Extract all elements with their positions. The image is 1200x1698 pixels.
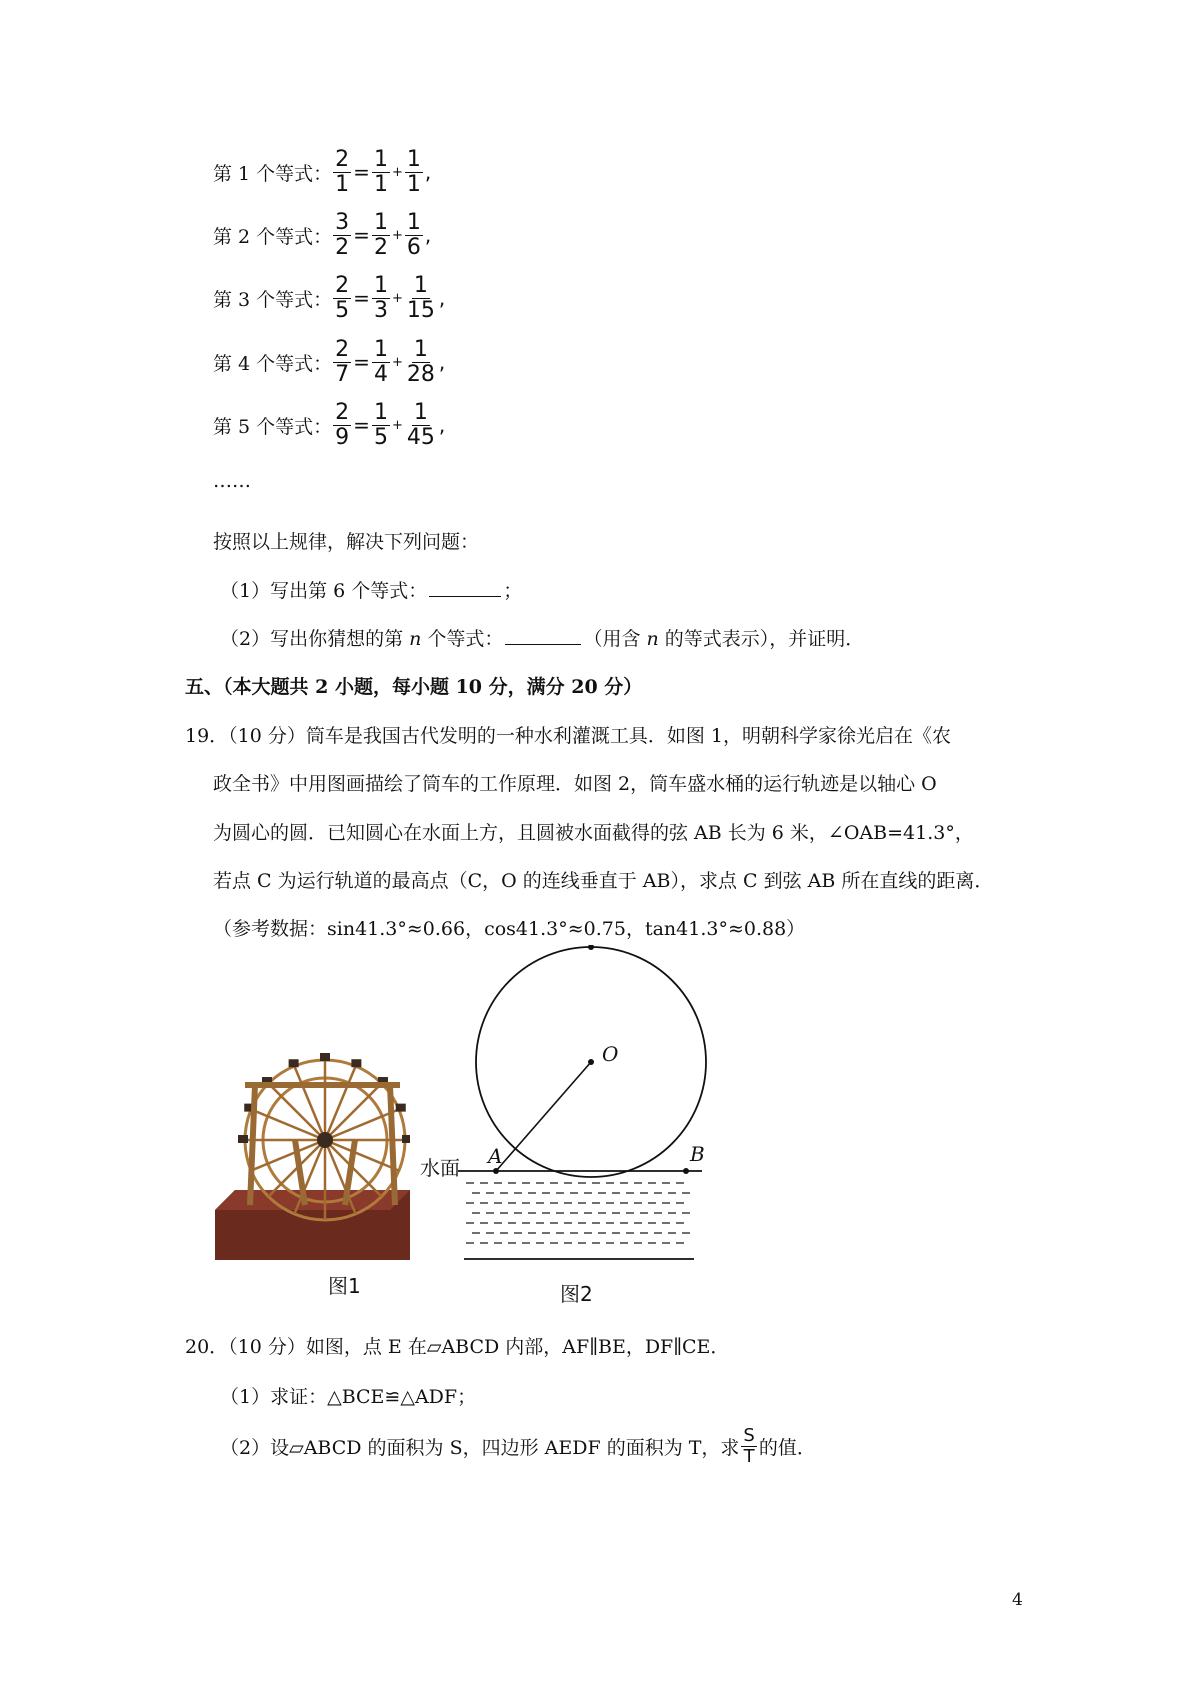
figure-2-diagram [420,945,740,1265]
plus-sign: + [391,354,403,370]
fraction: $\frac{1}{28}$ [406,336,435,387]
comma: , [424,160,432,184]
q19-line3: 为圆心的圆．已知圆心在水面上方，且圆被水面截得的弦 AB 长为 6 米，∠OAB=41.3°， [213,822,974,844]
section-heading: 五、（本大题共 2 小题，每小题 10 分，满分 20 分） [185,676,643,698]
plus-sign: + [391,164,403,180]
equation-label: 第 4 个等式： [213,352,333,375]
label-o: O [602,1042,619,1066]
equation-row [213,145,432,199]
figure-1-water-wheel [215,1045,410,1260]
answer-blank-2[interactable] [505,626,581,645]
water-hatching [466,1183,690,1243]
label-a: A [488,1144,503,1168]
equals-sign: = [353,160,370,184]
equation-row [213,208,432,262]
equals-sign: = [353,413,370,437]
point-c [588,945,594,950]
equation-row [213,271,446,325]
question-18-1: （1）写出第 6 个等式： ； [220,580,523,602]
label-b: B [690,1142,705,1166]
comma: , [424,223,432,247]
answer-blank-1[interactable] [429,578,501,597]
fraction: $\frac{1}{45}$ [406,399,435,450]
question-18-2: （2）写出你猜想的第 n 个等式： （用含 n 的等式表示），并证明． [220,628,865,650]
fraction: $\frac{1}{3}$ [373,272,388,323]
comma: , [438,413,446,437]
ellipsis: …… [213,470,251,492]
instruction: 按照以上规律，解决下列问题： [213,531,480,553]
comma: , [438,350,446,374]
q19-line4: 若点 C 为运行轨道的最高点（C，O 的连线垂直于 AB），求点 C 到弦 AB 所在直线的距离． [213,870,994,892]
equation-label: 第 3 个等式： [213,288,333,311]
equation-label: 第 2 个等式： [213,225,333,248]
fraction: $\frac{2}{9}$ [335,399,350,450]
q20-line3: （2）设▱ABCD 的面积为 S，四边形 AEDF 的面积为 T，求 $\frac{S}{T}$ 的值． [220,1425,816,1467]
equals-sign: = [353,223,370,247]
q20-line2: （1）求证：△BCE≌△ADF； [220,1386,477,1408]
fraction: $\frac{2}{7}$ [335,336,350,387]
plus-sign: + [391,227,403,243]
fraction: $\frac{1}{6}$ [406,209,421,260]
equals-sign: = [353,286,370,310]
q19-line5: （参考数据：sin41.3°≈0.66，cos41.3°≈0.75，tan41.3°≈0.88） [213,918,806,940]
page-number: 4 [1012,1590,1023,1610]
point-o [588,1059,594,1065]
equals-sign: = [353,350,370,374]
fraction: $\frac{3}{2}$ [335,209,350,260]
point-a [493,1168,499,1174]
fraction: $\frac{1}{1}$ [373,146,388,197]
equation-label: 第 1 个等式： [213,162,333,185]
equation-row [213,335,446,389]
water-label: 水面 [420,1156,460,1180]
plus-sign: + [391,417,403,433]
figure-1-caption: 图1 [328,1274,361,1298]
fraction: $\frac{1}{4}$ [373,336,388,387]
fraction-s-over-t: $\frac{S}{T}$ [743,1425,755,1467]
q19-line1: 19．（10 分）筒车是我国古代发明的一种水利灌溉工具．如图 1，明朝科学家徐光启在《农 [185,725,952,747]
point-b [683,1168,689,1174]
fraction: $\frac{1}{1}$ [406,146,421,197]
fraction: $\frac{1}{15}$ [406,272,435,323]
q19-line2: 政全书》中用图画描绘了筒车的工作原理．如图 2，筒车盛水桶的运行轨迹是以轴心 O [213,773,937,795]
fraction: $\frac{2}{5}$ [335,272,350,323]
fraction: $\frac{1}{5}$ [373,399,388,450]
comma: , [438,286,446,310]
equation-row [213,398,446,452]
figure-2-caption: 图2 [560,1282,593,1306]
equation-label: 第 5 个等式： [213,415,333,438]
fraction: $\frac{2}{1}$ [335,146,350,197]
radius-oa [496,1062,591,1171]
q20-line1: 20．（10 分）如图，点 E 在▱ABCD 内部，AF∥BE，DF∥CE． [185,1336,730,1358]
fraction: $\frac{1}{2}$ [373,209,388,260]
plus-sign: + [391,290,403,306]
